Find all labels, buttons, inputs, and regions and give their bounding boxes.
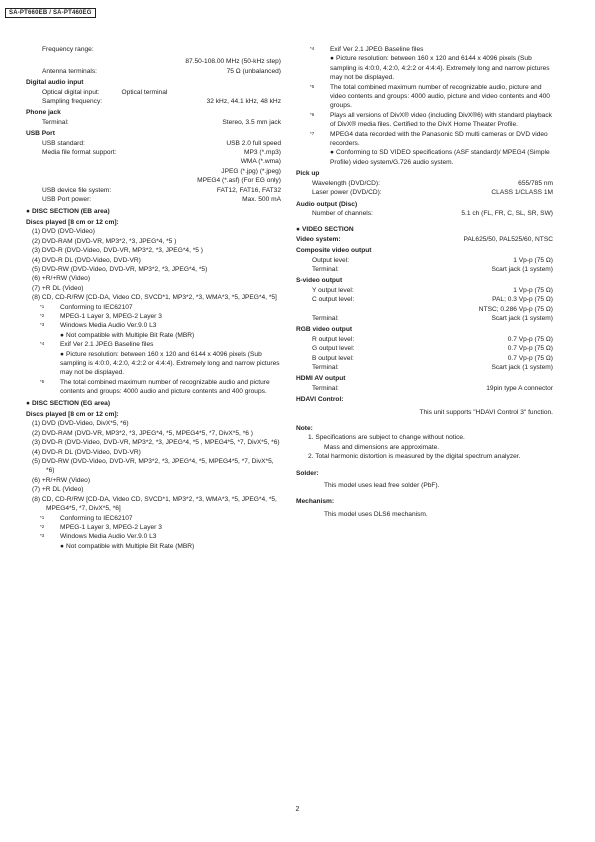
footnote-bullet: ● Picture resolution: between 160 x 120 and 6144 x 4096 pixels (Sub sampling is 4:0:0, 4:2:0, 4:2:2 or 4:4:4). Extremely long and narrow pictures may not be displayed.: [26, 350, 281, 378]
list-item: (4) DVD-R DL (DVD-Video, DVD-VR): [32, 448, 141, 456]
list-item: (5) DVD-RW (DVD-Video, DVD-VR, MP3*2, *3, JPEG*4, *5, MPEG4*5, *7, DivX*5, *6): [32, 458, 274, 475]
list-item: (3) DVD-R (DVD-Video, DVD-VR, MP3*2, *3, JPEG*4, *5 ): [32, 247, 203, 255]
hdavi-control-text: This unit supports "HDAVI Control 3" function.: [419, 408, 553, 416]
wavelength-row: Wavelength (DVD/CD): 655/785 nm: [312, 179, 553, 187]
mechanism-heading: Mechanism:: [296, 498, 335, 506]
s-video-y-level-row: Y output level: 1 Vp-p (75 Ω): [312, 286, 553, 294]
video-system-row: Video system: PAL625/50, PAL525/60, NTSC: [296, 235, 553, 243]
footnote: *1 Conforming to IEC62107: [40, 514, 133, 522]
composite-video-heading: Composite video output: [296, 247, 372, 255]
note-item-1: 1. Specifications are subject to change without notice.: [308, 434, 465, 442]
disc-section-eg-heading: ● DISC SECTION (EG area): [26, 399, 281, 408]
mechanism-text: This model uses DLS6 mechanism.: [324, 510, 428, 518]
footnote: *2 MPEG-1 Layer 3, MPEG-2 Layer 3: [40, 312, 162, 320]
footnote-bullet: ● Conforming to SD VIDEO specifications (ASF standard)/ MPEG4 (Simple Profile) video system/G.726 audio system.: [296, 148, 553, 167]
note-item-2: 2. Total harmonic distortion is measured by the digital spectrum analyzer.: [308, 453, 521, 461]
footnote-bullet: ● Not compatible with Multiple Bit Rate (MBR): [26, 331, 281, 340]
footnote: *4 Exif Ver 2.1 JPEG Baseline files: [310, 46, 424, 53]
rgb-video-heading: RGB video output: [296, 326, 353, 334]
footnote: *3 Windows Media Audio Ver.9.0 L3: [40, 533, 157, 541]
list-item: (7) +R DL (Video): [32, 284, 84, 292]
antenna-terminals-row: Antenna terminals: 75 Ω (unbalanced): [42, 67, 281, 75]
right-column: [296, 45, 553, 519]
note-heading: Note:: [296, 425, 313, 433]
s-video-c-level-ntsc: NTSC; 0.286 Vp-p (75 Ω): [478, 305, 553, 313]
list-item: (6) +R/+RW (Video): [32, 476, 91, 484]
frequency-range-label: Frequency range:: [42, 46, 94, 53]
usb-port-power-row: USB Port power: Max. 500 mA: [42, 196, 281, 204]
hdmi-av-output-heading: HDMI AV output: [296, 375, 346, 383]
model-number-tag: SA-PT660EB / SA-PT460EG: [5, 8, 96, 18]
footnote: *1 Conforming to IEC62107: [40, 303, 133, 311]
solder-text: This model uses lead free solder (PbF).: [324, 482, 440, 490]
list-item: (8) CD, CD-R/RW [CD-DA, Video CD, SVCD*1, MP3*2, *3, WMA*3, *5, JPEG*4, *5, MPEG4*5, *7, DivX*5, *6]: [32, 495, 277, 513]
disc-section-eb-heading: ● DISC SECTION (EB area): [26, 207, 281, 216]
phone-jack-heading: Phone jack: [26, 109, 61, 117]
digital-audio-input-heading: Digital audio input: [26, 79, 84, 87]
frequency-range-value: 87.50-108.00 MHz (50-kHz step): [185, 58, 281, 66]
left-column: [26, 45, 281, 551]
list-item: (6) +R/+RW (Video): [32, 275, 91, 283]
note-item-1b: Mass and dimensions are approximate.: [324, 443, 440, 451]
solder-heading: Solder:: [296, 469, 319, 477]
list-item: (3) DVD-R (DVD-Video, DVD-VR, MP3*2, *3, JPEG*4, *5 , MPEG4*5, *7, DivX*5, *6): [32, 439, 280, 447]
channels-row: Number of channels: 5.1 ch (FL, FR, C, SL, SR, SW): [312, 209, 553, 217]
footnote-bullet: ● Not compatible with Multiple Bit Rate (MBR): [26, 542, 281, 551]
composite-output-level-row: Output level: 1 Vp-p (75 Ω): [312, 256, 553, 264]
pick-up-heading: Pick up: [296, 170, 320, 178]
footnote: *2 MPEG-1 Layer 3, MPEG-2 Layer 3: [40, 523, 162, 531]
rgb-b-level-row: B output level: 0.7 Vp-p (75 Ω): [312, 354, 553, 362]
page-number: 2: [295, 806, 300, 813]
list-item: (5) DVD-RW (DVD-Video, DVD-VR, MP3*2, *3, JPEG*4, *5): [32, 265, 208, 273]
audio-output-heading: Audio output (Disc): [296, 200, 358, 208]
s-video-terminal-row: Terminal: Scart jack (1 system): [312, 314, 553, 322]
footnote: *5 The total combined maximum number of recognizable audio, picture and video contents and groups: 4000 audio, picture and video contents and 400 groups.: [310, 83, 550, 110]
s-video-heading: S-video output: [296, 277, 343, 285]
list-item: (2) DVD-RAM (DVD-VR, MP3*2, *3, JPEG*4, *5, MPEG4*5, *7, DivX*5, *6 ): [32, 429, 253, 437]
media-format-jpeg: JPEG (*.jpg) (*.jpeg): [221, 167, 281, 175]
phone-terminal-row: Terminal: Stereo, 3.5 mm jack: [42, 118, 281, 126]
footnote: *3 Windows Media Audio Ver.9.0 L3: [40, 322, 157, 330]
video-section-heading: ● VIDEO SECTION: [296, 225, 553, 234]
usb-file-system-row: USB device file system: FAT12, FAT16, FAT32: [42, 186, 281, 194]
s-video-c-level-row: C output level: PAL; 0.3 Vp-p (75 Ω): [312, 296, 553, 304]
list-item: (2) DVD-RAM (DVD-VR, MP3*2, *3, JPEG*4, *5 ): [32, 237, 177, 245]
laser-power-row: Laser power (DVD/CD): CLASS 1/CLASS 1M: [312, 189, 553, 197]
list-item: (7) +R DL (Video): [32, 486, 84, 494]
hdavi-control-heading: HDAVI Control:: [296, 396, 344, 404]
usb-port-heading: USB Port: [26, 130, 55, 138]
rgb-r-level-row: R output level: 0.7 Vp-p (75 Ω): [312, 335, 553, 343]
media-format-mpeg4: MPEG4 (*.asf) (For EG only): [197, 177, 281, 185]
eg-discs-played-heading: Discs played [8 cm or 12 cm]:: [26, 411, 119, 419]
footnote: *6 Plays all versions of DivX® video (including DivX®6) with standard playback of DivX® media files. Certified to the DivX Home Theater Profile.: [310, 111, 552, 129]
hdmi-terminal-row: Terminal: 19pin type A connector: [312, 384, 553, 392]
media-format-row: Media file format support: MP3 (*.mp3): [42, 149, 281, 157]
composite-terminal-row: Terminal: Scart jack (1 system): [312, 265, 553, 273]
list-item: (1) DVD (DVD-Video, DivX*5, *6): [32, 420, 129, 428]
eb-discs-played-heading: Discs played [8 cm or 12 cm]:: [26, 218, 119, 226]
sampling-frequency-row: Sampling frequency: 32 kHz, 44.1 kHz, 48 kHz: [42, 98, 281, 106]
usb-standard-row: USB standard: USB 2.0 full speed: [42, 139, 281, 147]
footnote: *7 MPEG4 data recorded with the Panasonic SD multi cameras or DVD video recorders.: [310, 130, 548, 148]
footnote: *5 The total combined maximum number of recognizable audio and picture contents and groups: 4000 audio and picture contents and 400 groups.: [40, 378, 270, 396]
footnote-bullet: ● Picture resolution: between 160 x 120 and 6144 x 4096 pixels (Sub sampling is 4:0:0, 4:2:0, 4:2:2 or 4:4:4). Extremely long and narrow pictures may not be displayed.: [296, 54, 553, 82]
rgb-terminal-row: Terminal: Scart jack (1 system): [312, 364, 553, 371]
rgb-g-level-row: G output level: 0.7 Vp-p (75 Ω): [312, 345, 553, 353]
footnote: *4 Exif Ver 2.1 JPEG Baseline files: [40, 341, 154, 349]
list-item: (4) DVD-R DL (DVD-Video, DVD-VR): [32, 256, 141, 264]
media-format-wma: WMA (*.wma): [240, 158, 281, 166]
list-item: (1) DVD (DVD-Video): [32, 228, 95, 236]
optical-input-row: Optical digital input: Optical terminal: [42, 88, 168, 96]
list-item: (8) CD, CD-R/RW [CD-DA, Video CD, SVCD*1, MP3*2, *3, WMA*3, *5, JPEG*4, *5]: [32, 294, 277, 302]
